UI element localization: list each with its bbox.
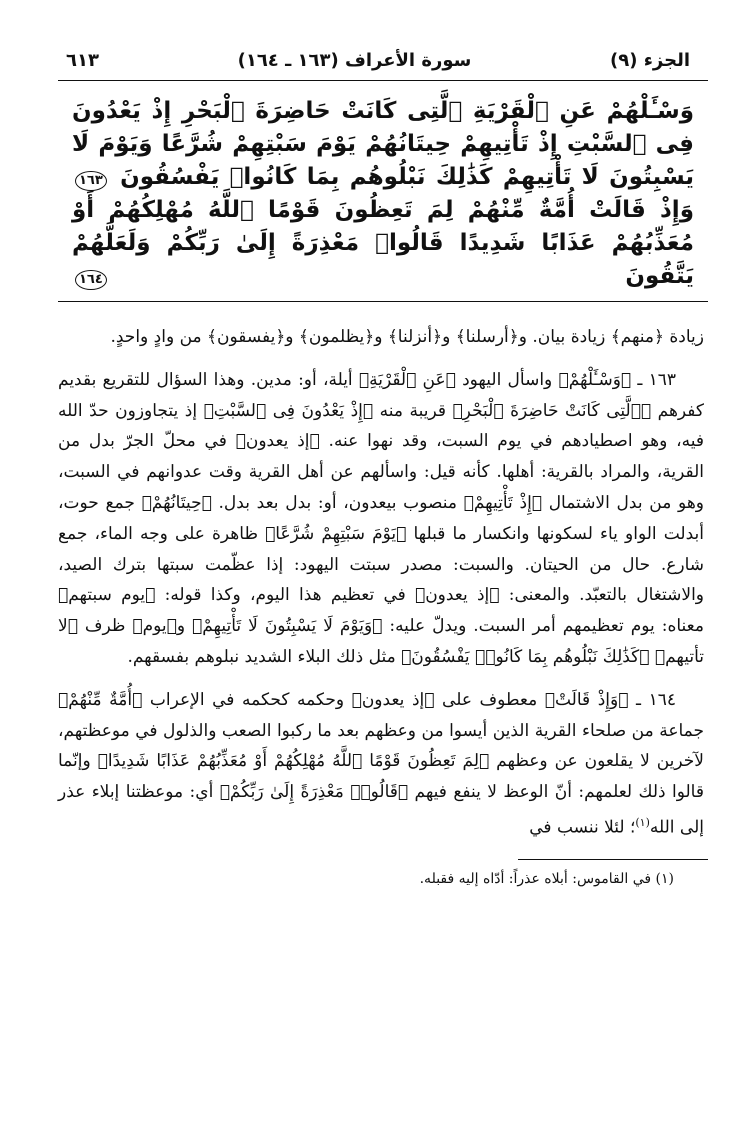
paragraph-164-text: ١٦٤ ـ ﴿وَإِذْ قَالَتْ﴾ معطوف على ﴿إذ يعدون﴾ وحكمه كحكمه في الإعراب ﴿أُمَّةٌ مِّنْهُمْ﴾ جماعة من صلحاء القرية الذين أيسوا من وعظهم بعد ما ركبوا الصعب والذلول في موعظتهم، لآخرين لا يقلعون عن وعظهم ﴿لِمَ تَعِظُونَ قَوْمًا ٱللَّهُ مُهْلِكُهُمْ أَوْ مُعَذِّبُهُمْ عَذَابًا شَدِيدًا﴾ وإنّما قالوا ذلك لعلمهم: أنّ الوعظ لا ينفع فيهم ﴿قَالُوا۟ مَعْذِرَةً إِلَىٰ رَبِّكُمْ﴾ أي: موعظتنا إبلاء عذر إلى الله — [58, 689, 704, 838]
paragraph-164-tail: ؛ لئلا ننسب في — [529, 817, 636, 838]
commentary-paragraph-164 — [58, 685, 708, 844]
verse-164-marker: ١٦٤ — [75, 270, 107, 290]
commentary-paragraph-1: زيادة ﴿منهم﴾ زيادة بيان. و﴿أرسلنا﴾ و﴿أنزلنا﴾ و﴿يظلمون﴾ و﴿يفسقون﴾ من وادٍ واحدٍ. — [110, 327, 704, 347]
verse-163-marker: ١٦٣ — [75, 171, 107, 191]
page-number: ٦١٣ — [66, 50, 99, 71]
commentary-paragraph-163: ١٦٣ ـ ﴿وَسْـَٔلْهُمْ﴾ واسأل اليهود ﴿عَنِ ٱلْقَرْيَةِ﴾ أيلة، أو: مدين. وهذا السؤال للتقريع بقديم كفرهم ﴿ٱلَّتِى كَانَتْ حَاضِرَةَ ٱلْبَحْرِ﴾ قريبة منه ﴿إِذْ يَعْدُونَ فِى ٱلسَّبْتِ﴾ إذ يتجاوزون حدّ الله فيه، وهو اصطيادهم في يوم السبت، وقد نهوا عنه. ﴿إذ يعدون﴾ في محلّ الجرّ بدل من القرية، والمراد بالقرية: أهلها. كأنه قيل: واسألهم عن أهل القرية وقت عدوانهم في السبت، وهو من بدل الاشتمال ﴿إِذْ تَأْتِيهِمْ﴾ منصوب بيعدون، أو: بدل بعد بدل. ﴿حِيتَانُهُمْ﴾ جمع حوت، أبدلت الواو ياء لسكونها وانكسار ما قبلها ﴿يَوْمَ سَبْتِهِمْ شُرَّعًا﴾ ظاهرة على وجه الماء، جمع شارع. حال من الحيتان. والسبت: مصدر سبتت اليهود: إذا عظّمت سبتها بترك الصيد، والاشتغال بالتعبّد. والمعنى: ﴿إذ يعدون﴾ في تعظيم هذا اليوم، وكذا قوله: ﴿يوم سبتهم﴾ معناه: يوم تعظيمهم أمر السبت. ويدلّ عليه: ﴿وَيَوْمَ لَا يَسْبِتُونَ لَا تَأْتِيهِمْ﴾ و﴿يوم﴾ ظرف ﴿لا تأتيهم﴾ ﴿كَذَٰلِكَ نَبْلُوهُم بِمَا كَانُوا۟ يَفْسُقُونَ﴾ مثل ذلك البلاء الشديد نبلوهم بفسقهم. — [58, 369, 704, 667]
verse-163-text: وَسْـَٔلْهُمْ عَنِ ٱلْقَرْيَةِ ٱلَّتِى كَانَتْ حَاضِرَةَ ٱلْبَحْرِ إِذْ يَعْدُونَ فِى ٱلسَّبْتِ إِذْ تَأْتِيهِمْ حِيتَانُهُمْ يَوْمَ سَبْتِهِمْ شُرَّعًا وَيَوْمَ لَا يَسْبِتُونَ لَا تَأْتِيهِمْ كَذَٰلِكَ نَبْلُوهُم بِمَا كَانُوا۟ يَفْسُقُونَ — [72, 98, 694, 190]
quran-verses — [58, 81, 708, 301]
footnote-reference[interactable]: (١) — [635, 815, 650, 829]
juz-label: الجزء (٩) — [609, 50, 690, 71]
verses-rule — [58, 301, 708, 302]
verse-164-text: وَإِذْ قَالَتْ أُمَّةٌ مِّنْهُمْ لِمَ تَعِظُونَ قَوْمًا ٱللَّهُ مُهْلِكُهُمْ أَوْ مُعَذِّبُهُمْ عَذَابًا شَدِيدًا قَالُوا۟ مَعْذِرَةً إِلَىٰ رَبِّكُمْ وَلَعَلَّهُمْ يَتَّقُونَ — [72, 197, 694, 289]
page — [58, 50, 708, 890]
surah-label: سورة الأعراف (١٦٣ ـ ١٦٤) — [237, 50, 472, 71]
footnote-rule — [518, 859, 708, 860]
footnote: (١) في القاموس: أبلاه عذراً: أدّاه إليه فقبله. — [419, 871, 674, 888]
page-header — [58, 50, 708, 80]
